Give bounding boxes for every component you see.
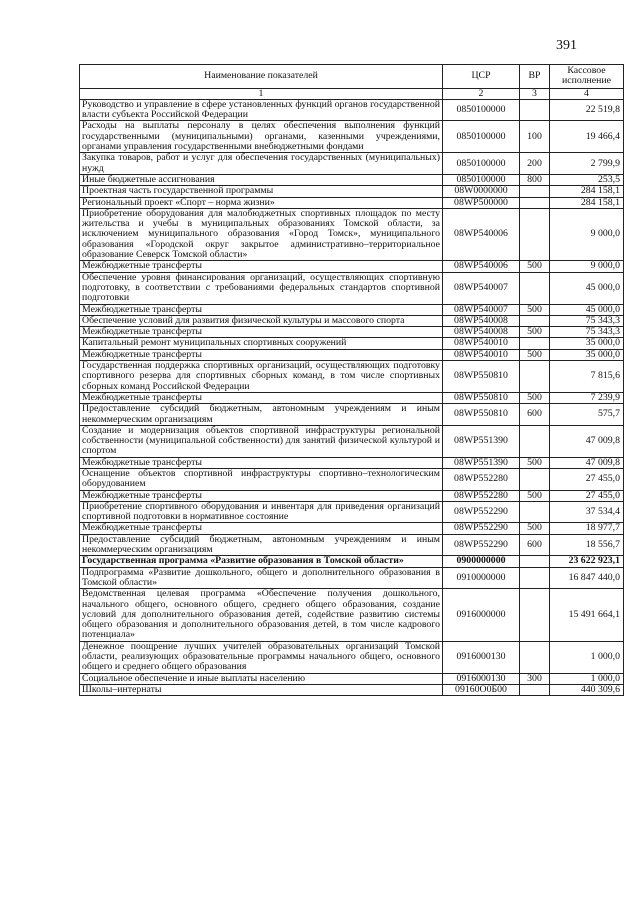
cell-csr: 08WP540007 bbox=[443, 304, 520, 315]
cell-sum: 75 343,3 bbox=[550, 327, 624, 338]
cell-csr: 0910000000 bbox=[443, 567, 520, 589]
cell-csr: 08WP540010 bbox=[443, 349, 520, 360]
header-name: Наименование показателей bbox=[80, 65, 443, 89]
cell-csr: 0850100000 bbox=[443, 153, 520, 175]
table-row bbox=[80, 684, 624, 695]
table-row bbox=[80, 404, 624, 426]
cell-name: Капитальный ремонт муниципальных спортивных сооружений bbox=[80, 338, 443, 349]
cell-name: Закупка товаров, работ и услуг для обеспечения государственных (муниципальных) нужд bbox=[80, 153, 443, 175]
cell-sum: 2 799,9 bbox=[550, 153, 624, 175]
cell-csr: 08WP550810 bbox=[443, 392, 520, 403]
table-row bbox=[80, 208, 624, 260]
cell-csr: 08WP540010 bbox=[443, 338, 520, 349]
cell-csr: 08WP552290 bbox=[443, 501, 520, 523]
cell-vr bbox=[520, 361, 550, 393]
cell-name: Межбюджетные трансферты bbox=[80, 327, 443, 338]
page-number: 391 bbox=[556, 38, 577, 53]
cell-csr: 08WP500000 bbox=[443, 197, 520, 208]
cell-vr: 600 bbox=[520, 534, 550, 556]
table-row bbox=[80, 392, 624, 403]
column-index: 1 bbox=[80, 88, 443, 99]
cell-name: Межбюджетные трансферты bbox=[80, 523, 443, 534]
cell-csr: 08WP551390 bbox=[443, 425, 520, 457]
cell-csr: 08WP551390 bbox=[443, 457, 520, 468]
cell-vr: 800 bbox=[520, 174, 550, 185]
table-row bbox=[80, 641, 624, 673]
table-row bbox=[80, 121, 624, 153]
table-row bbox=[80, 153, 624, 175]
cell-name: Подпрограмма «Развитие дошкольного, общего и дополнительного образования в Томской области» bbox=[80, 567, 443, 589]
cell-csr: 0916000130 bbox=[443, 641, 520, 673]
cell-csr: 08WP540007 bbox=[443, 272, 520, 304]
cell-sum: 16 847 440,0 bbox=[550, 567, 624, 589]
cell-vr bbox=[520, 468, 550, 490]
table-row bbox=[80, 361, 624, 393]
cell-vr: 500 bbox=[520, 523, 550, 534]
column-index-row bbox=[80, 88, 624, 99]
cell-sum: 35 000,0 bbox=[550, 338, 624, 349]
cell-csr: 08WP552290 bbox=[443, 534, 520, 556]
cell-sum: 7 239,9 bbox=[550, 392, 624, 403]
table-row bbox=[80, 338, 624, 349]
cell-sum: 253,5 bbox=[550, 174, 624, 185]
table-row bbox=[80, 186, 624, 197]
cell-name: Региональный проект «Спорт – норма жизни» bbox=[80, 197, 443, 208]
cell-csr: 08W0000000 bbox=[443, 186, 520, 197]
header-row bbox=[80, 65, 624, 89]
cell-vr bbox=[520, 99, 550, 121]
cell-vr: 500 bbox=[520, 304, 550, 315]
cell-vr: 500 bbox=[520, 327, 550, 338]
cell-csr: 08WP540008 bbox=[443, 327, 520, 338]
cell-csr: 08WP550810 bbox=[443, 361, 520, 393]
table-row bbox=[80, 349, 624, 360]
table-row bbox=[80, 567, 624, 589]
budget-table bbox=[79, 64, 624, 696]
cell-name: Межбюджетные трансферты bbox=[80, 457, 443, 468]
cell-csr: 08WP552280 bbox=[443, 490, 520, 501]
cell-name: Приобретение спортивного оборудования и инвентаря для приведения организаций спортивной подготовки в нормативное состояние bbox=[80, 501, 443, 523]
cell-sum: 9 000,0 bbox=[550, 208, 624, 260]
cell-name: Создание и модернизация объектов спортивной инфраструктуры региональной собственности (муниципальной собственности) для занятий физической культурой и спортом bbox=[80, 425, 443, 457]
cell-sum: 37 534,4 bbox=[550, 501, 624, 523]
cell-vr bbox=[520, 425, 550, 457]
cell-vr: 500 bbox=[520, 457, 550, 468]
cell-csr: 0916000000 bbox=[443, 589, 520, 641]
cell-name: Предоставление субсидий бюджетным, автономным учреждениям и иным некоммерческим организациям bbox=[80, 534, 443, 556]
cell-sum: 19 466,4 bbox=[550, 121, 624, 153]
cell-name: Приобретение оборудования для малобюджетных спортивных площадок по месту жительства и учебы в муниципальных образованиях Томской области, за исключением муниципального образования «Город Томск», муниципального образования «Городской округ закрытое административно–территориальное образование Северск Томской области» bbox=[80, 208, 443, 260]
cell-name: Школы–интернаты bbox=[80, 684, 443, 695]
cell-vr bbox=[520, 556, 550, 567]
cell-vr: 500 bbox=[520, 490, 550, 501]
cell-sum: 575,7 bbox=[550, 404, 624, 426]
table-row bbox=[80, 327, 624, 338]
cell-name: Межбюджетные трансферты bbox=[80, 490, 443, 501]
cell-name: Иные бюджетные ассигнования bbox=[80, 174, 443, 185]
cell-vr bbox=[520, 315, 550, 326]
cell-name: Расходы на выплаты персоналу в целях обеспечения выполнения функций государственными (муниципальными) органами, казенными учреждениями, органами управления государственными внебюджетными фондами bbox=[80, 121, 443, 153]
table-row bbox=[80, 589, 624, 641]
header-csr: ЦСР bbox=[443, 65, 520, 89]
cell-name: Ведомственная целевая программа «Обеспечение получения дошкольного, начального общего, основного общего, среднего общего образования, создание условий для дополнительного образования детей, содействие развитию системы общего образования и дополнительного образования детей, в том числе кадрового потенциала» bbox=[80, 589, 443, 641]
cell-vr bbox=[520, 501, 550, 523]
table-row bbox=[80, 534, 624, 556]
cell-csr: 08WP550810 bbox=[443, 404, 520, 426]
table-row bbox=[80, 174, 624, 185]
cell-csr: 08WP552290 bbox=[443, 523, 520, 534]
header-vr: ВР bbox=[520, 65, 550, 89]
cell-name: Оснащение объектов спортивной инфраструктуры спортивно–технологическим оборудованием bbox=[80, 468, 443, 490]
cell-sum: 45 000,0 bbox=[550, 304, 624, 315]
column-index: 2 bbox=[443, 88, 520, 99]
table-row bbox=[80, 673, 624, 684]
cell-csr: 08WP540008 bbox=[443, 315, 520, 326]
cell-sum: 23 622 923,1 bbox=[550, 556, 624, 567]
cell-vr bbox=[520, 641, 550, 673]
table-body bbox=[80, 99, 624, 695]
cell-vr: 200 bbox=[520, 153, 550, 175]
cell-vr: 500 bbox=[520, 261, 550, 272]
cell-name: Государственная программа «Развитие образования в Томской области» bbox=[80, 556, 443, 567]
cell-vr: 500 bbox=[520, 349, 550, 360]
cell-sum: 1 000,0 bbox=[550, 673, 624, 684]
cell-name: Государственная поддержка спортивных организаций, осуществляющих подготовку спортивного резерва для спортивных сборных команд, в том числе спортивных сборных команд Российской Федерации bbox=[80, 361, 443, 393]
cell-vr bbox=[520, 186, 550, 197]
cell-name: Межбюджетные трансферты bbox=[80, 261, 443, 272]
cell-sum: 47 009,8 bbox=[550, 457, 624, 468]
cell-vr bbox=[520, 589, 550, 641]
cell-sum: 27 455,0 bbox=[550, 468, 624, 490]
header-sum: Кассовое исполнение bbox=[550, 65, 624, 89]
cell-name: Межбюджетные трансферты bbox=[80, 304, 443, 315]
table-row bbox=[80, 457, 624, 468]
table-row bbox=[80, 501, 624, 523]
cell-name: Предоставление субсидий бюджетным, автономным учреждениям и иным некоммерческим организациям bbox=[80, 404, 443, 426]
cell-vr: 500 bbox=[520, 392, 550, 403]
table-row bbox=[80, 556, 624, 567]
cell-vr bbox=[520, 338, 550, 349]
cell-csr: 0850100000 bbox=[443, 121, 520, 153]
cell-vr bbox=[520, 272, 550, 304]
cell-sum: 22 519,8 bbox=[550, 99, 624, 121]
cell-sum: 284 158,1 bbox=[550, 197, 624, 208]
cell-sum: 18 556,7 bbox=[550, 534, 624, 556]
cell-name: Межбюджетные трансферты bbox=[80, 392, 443, 403]
table-row bbox=[80, 272, 624, 304]
cell-name: Обеспечение условий для развития физической культуры и массового спорта bbox=[80, 315, 443, 326]
cell-vr bbox=[520, 684, 550, 695]
cell-name: Проектная часть государственной программы bbox=[80, 186, 443, 197]
cell-sum: 284 158,1 bbox=[550, 186, 624, 197]
cell-csr: 0850100000 bbox=[443, 174, 520, 185]
cell-csr: 0850100000 bbox=[443, 99, 520, 121]
cell-vr: 100 bbox=[520, 121, 550, 153]
cell-vr bbox=[520, 208, 550, 260]
cell-sum: 35 000,0 bbox=[550, 349, 624, 360]
cell-sum: 440 309,6 bbox=[550, 684, 624, 695]
cell-name: Денежное поощрение лучших учителей образовательных организаций Томской области, реализующих образовательные программы начального общего, основного общего и среднего общего образования bbox=[80, 641, 443, 673]
cell-csr: 08WP540006 bbox=[443, 261, 520, 272]
cell-sum: 47 009,8 bbox=[550, 425, 624, 457]
column-index: 4 bbox=[550, 88, 624, 99]
table-row bbox=[80, 425, 624, 457]
table-row bbox=[80, 99, 624, 121]
cell-sum: 75 343,3 bbox=[550, 315, 624, 326]
cell-csr: 0900000000 bbox=[443, 556, 520, 567]
cell-name: Обеспечение уровня финансирования организаций, осуществляющих спортивную подготовку, в соответствии с требованиями федеральных стандартов спортивной подготовки bbox=[80, 272, 443, 304]
cell-name: Межбюджетные трансферты bbox=[80, 349, 443, 360]
cell-sum: 27 455,0 bbox=[550, 490, 624, 501]
table-row bbox=[80, 261, 624, 272]
table-row bbox=[80, 468, 624, 490]
cell-sum: 18 977,7 bbox=[550, 523, 624, 534]
cell-csr: 09160О0Б00 bbox=[443, 684, 520, 695]
cell-csr: 0916000130 bbox=[443, 673, 520, 684]
cell-vr bbox=[520, 567, 550, 589]
table-row bbox=[80, 315, 624, 326]
cell-csr: 08WP552280 bbox=[443, 468, 520, 490]
cell-name: Социальное обеспечение и иные выплаты населению bbox=[80, 673, 443, 684]
table-row bbox=[80, 304, 624, 315]
cell-vr: 600 bbox=[520, 404, 550, 426]
table-row bbox=[80, 490, 624, 501]
cell-csr: 08WP540006 bbox=[443, 208, 520, 260]
table-row bbox=[80, 197, 624, 208]
cell-sum: 1 000,0 bbox=[550, 641, 624, 673]
cell-name: Руководство и управление в сфере установленных функций органов государственной власти субъекта Российской Федерации bbox=[80, 99, 443, 121]
cell-sum: 15 491 664,1 bbox=[550, 589, 624, 641]
cell-vr bbox=[520, 197, 550, 208]
column-index: 3 bbox=[520, 88, 550, 99]
cell-vr: 300 bbox=[520, 673, 550, 684]
table-row bbox=[80, 523, 624, 534]
cell-sum: 7 815,6 bbox=[550, 361, 624, 393]
cell-sum: 45 000,0 bbox=[550, 272, 624, 304]
cell-sum: 9 000,0 bbox=[550, 261, 624, 272]
